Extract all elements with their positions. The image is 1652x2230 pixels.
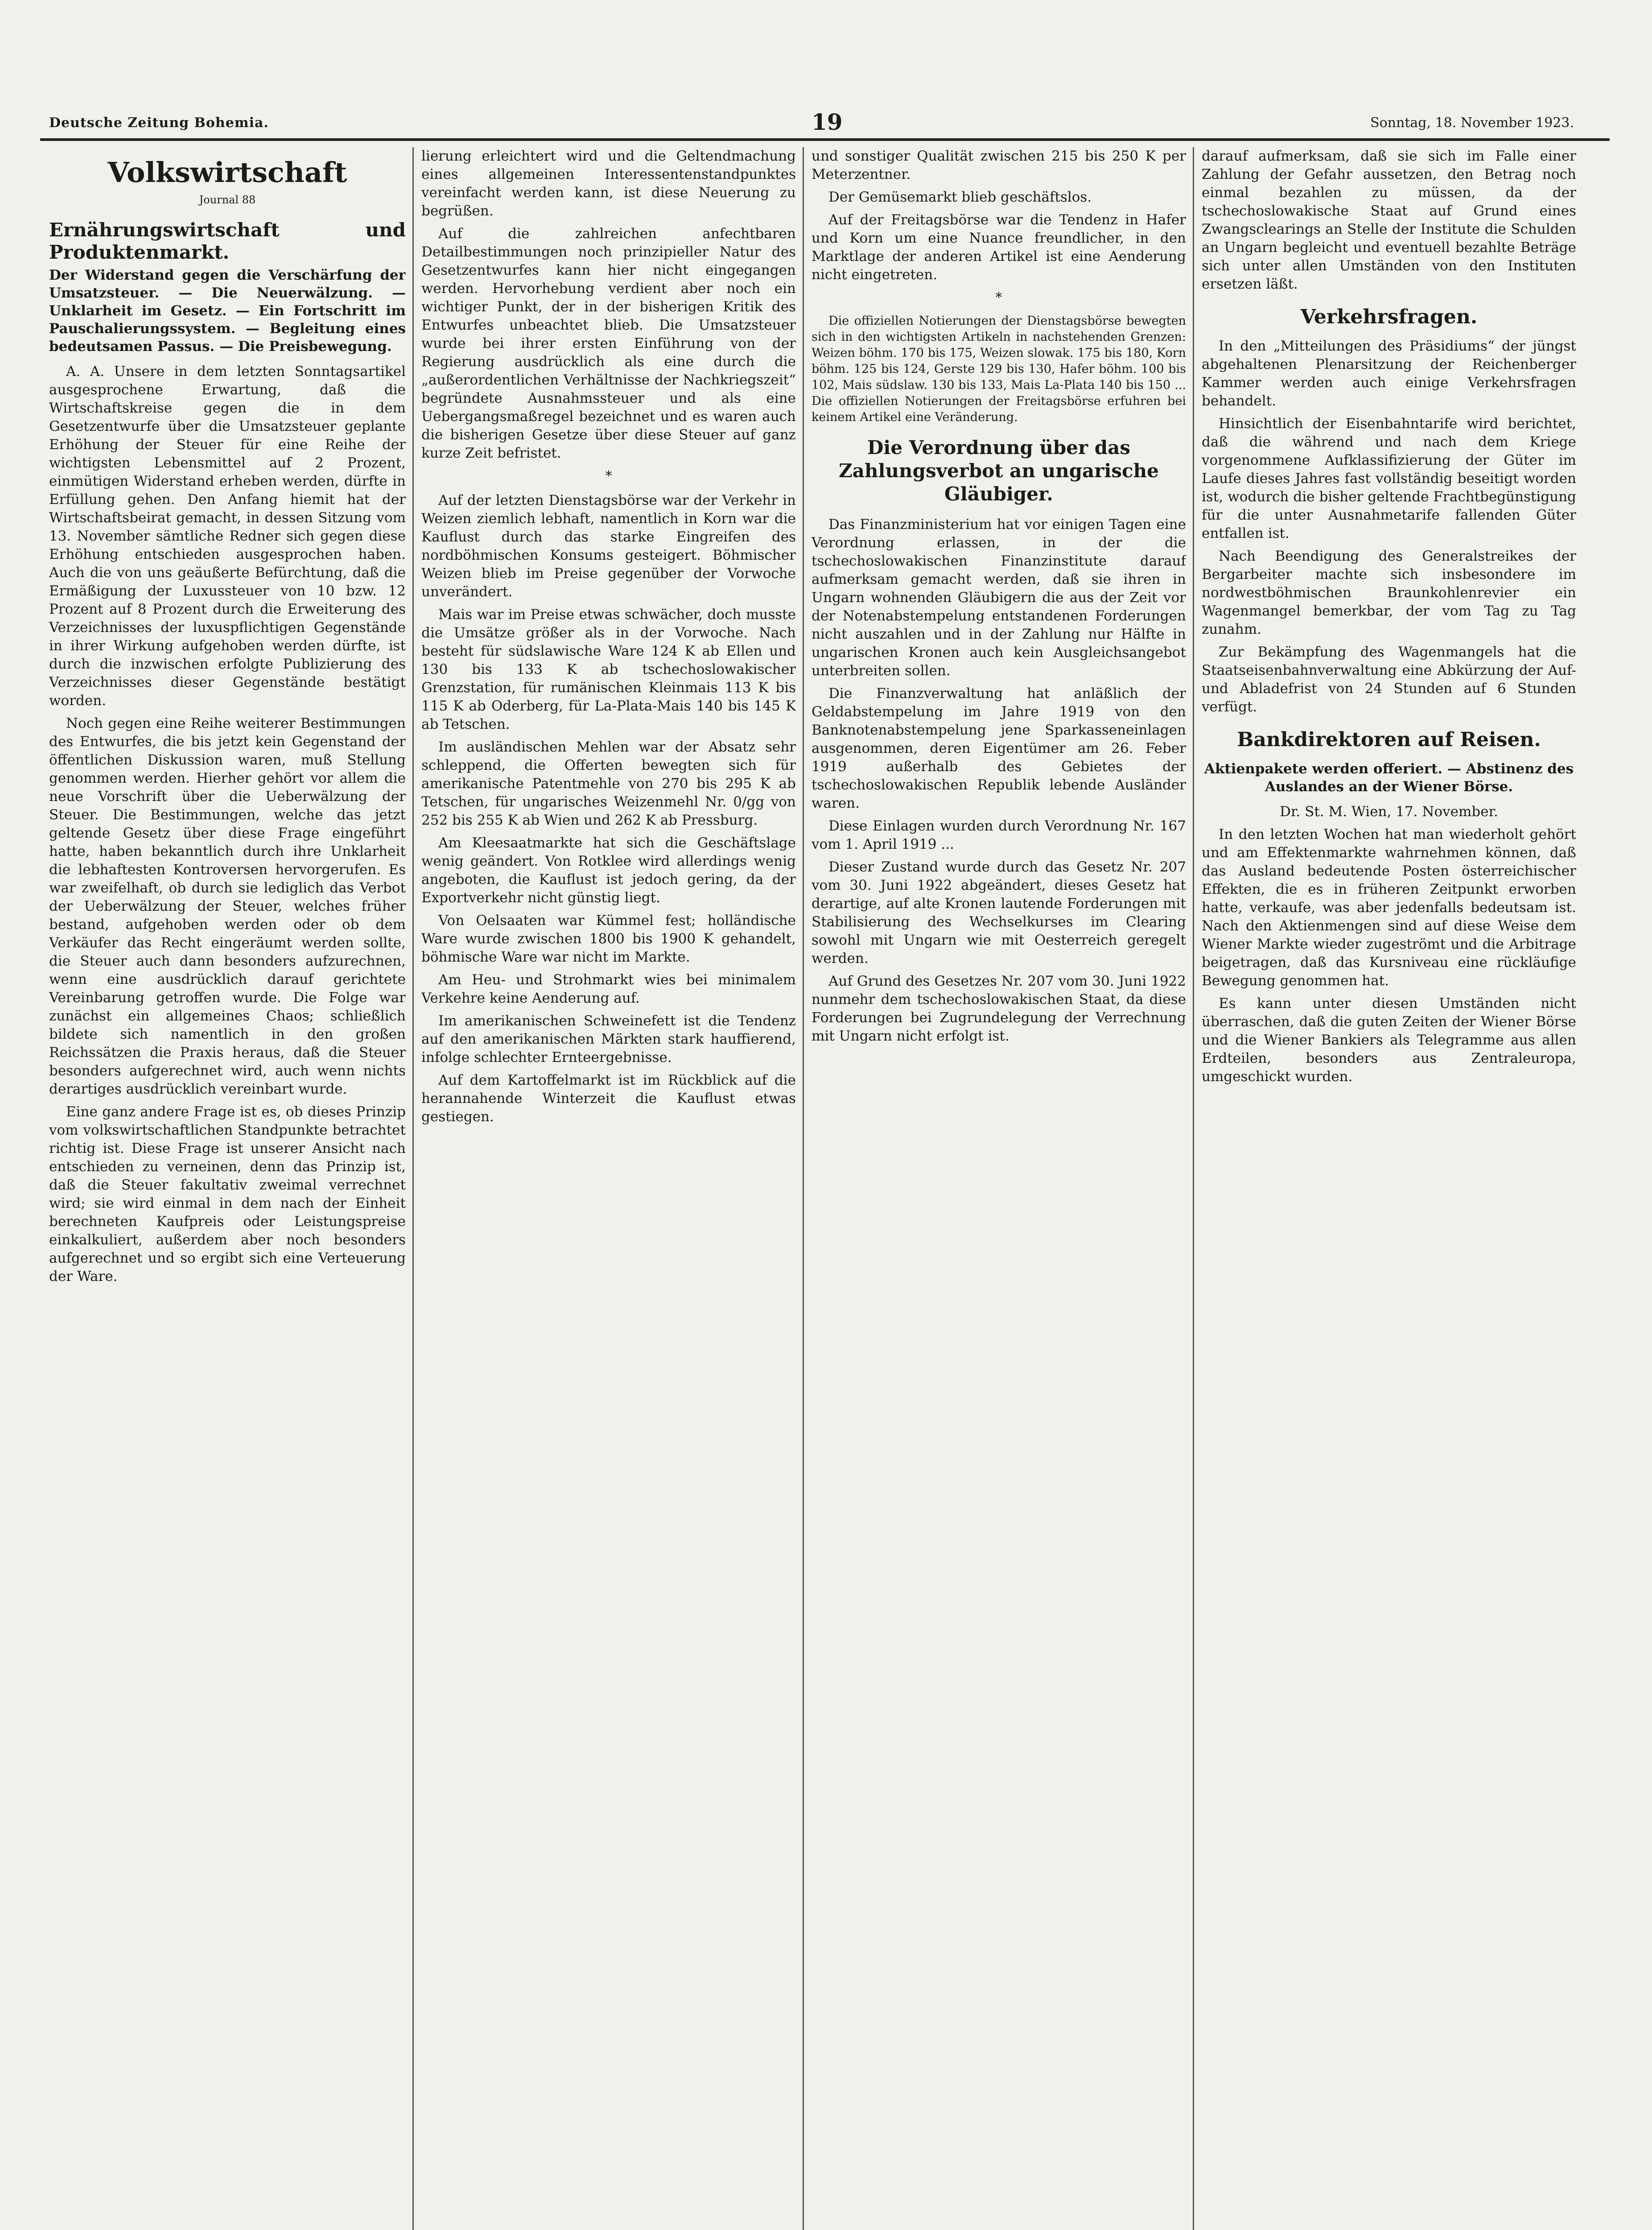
market-quotations: Die offiziellen Notierungen der Dienstagsbörse bewegten sich in den wichtigsten Artikeln in nachstehenden Grenzen: Weizen böhm. 170 bis 175, Weizen slowak. 175 bis 180, Korn böhm. 125 bis 124, Gerste 129 bis 130, Hafer böhm. 100 bis 102, Mais südslaw. 130 bis 133, Mais La-Plata 140 bis 150 ... Die offiziellen Notierungen der Freitagsbörse erfuhren bei keinem Artikel eine Veränderung.	[812, 314, 1186, 424]
paragraph: Zur Bekämpfung des Wagenmangels hat die Staatseisenbahnverwaltung eine Abkürzung der Auf- und Abladefrist von 24 Stunden auf 6 Stunden verfügt.	[1202, 644, 1576, 715]
column-1	[49, 147, 406, 2230]
masthead	[40, 106, 1610, 137]
paragraph: Diese Einlagen wurden durch Verordnung Nr. 167 vom 1. April 1919 ...	[812, 818, 1186, 852]
separator-star: *	[995, 290, 1002, 306]
article-subtitle: Der Widerstand gegen die Verschärfung der Umsatzsteuer. — Die Neuerwälzung. — Unklarheit im Gesetz. — Ein Fortschritt im Pauschalierungssystem. — Begleitung eines bedeutsamen Passus. — Die Preisbewegung.	[49, 267, 406, 355]
paragraph: Die Finanzverwaltung hat anläßlich der Geldabstempelung im Jahre 1919 von den Banknotenabstempelung jene Sparkasseneinlagen ausgenommen, deren Eigentümer am 26. Feber 1919 außerhalb des Gebietes der tschechoslowakischen Republik lebende Ausländer waren.	[812, 686, 1186, 811]
dateline: Dr. St. M. Wien, 17. November.	[1280, 804, 1498, 820]
paragraph: Noch gegen eine Reihe weiterer Bestimmungen des Entwurfes, die bis jetzt kein Gegenstand der öffentlichen Diskussion waren, muß Stellung genommen werden. Hierher gehört vor allem die neue Vorschrift über die Ueberwälzung der Steuer. Die Bestimmungen, welche das jetzt geltende Gesetz über diese Frage eingeführt hatte, haben bekanntlich durch ihre Unklarheit die lebhaftesten Kontroversen hervorgerufen. Es war zweifelhaft, ob durch sie lediglich das Verbot der Ueberwälzung der Steuer, welches früher bestand, aufgehoben werden oder ob dem Verkäufer das Recht eingeräumt werden sollte, die Steuer auch dann besonders aufzurechnen, wenn eine ausdrücklich darauf gerichtete Vereinbarung getroffen wurde. Die Folge war zunächst ein allgemeines Chaos; schließlich bildete sich namentlich in den großen Reichssätzen die Praxis heraus, daß die Steuer besonders aufgerechnet wird, auch wenn nichts derartiges ausdrücklich vereinbart wurde.	[49, 715, 406, 1097]
section-title: Volkswirtschaft	[107, 156, 347, 189]
page-number: 19	[812, 109, 843, 135]
paragraph: Im ausländischen Mehlen war der Absatz sehr schleppend, die Offerten bewegten sich für amerikanische Patentmehle von 270 bis 295 K ab Tetschen, für ungarisches Weizenmehl Nr. 0/gg von 252 bis 255 K ab Wien und 262 K ab Pressburg.	[421, 739, 796, 828]
paragraph: lierung erleichtert wird und die Geltendmachung eines allgemeinen Interessentenstandpunktes vereinfacht werden kann, ist diese Neuerung zu begrüßen.	[421, 148, 796, 219]
paragraph: Auf Grund des Gesetzes Nr. 207 vom 30. Juni 1922 nunmehr dem tschechoslowakischen Staat, da diese Forderungen bei Zugrundelegung der Verrechnung mit Ungarn nicht erfolgt ist.	[812, 973, 1186, 1044]
separator-star: *	[605, 468, 612, 484]
column-divider	[1193, 147, 1194, 2230]
paragraph: und sonstiger Qualität zwischen 215 bis 250 K per Meterzentner.	[812, 148, 1186, 182]
column-3	[812, 147, 1186, 2230]
paragraph: A. A. Unsere in dem letzten Sonntagsartikel ausgesprochene Erwartung, daß die Wirtschaftskreise gegen die in dem Gesetzentwurfe über die Umsatzsteuer geplante Erhöhung der Steuer für eine Reihe der wichtigsten Lebensmittel auf 2 Prozent, einmütigen Widerstand erheben werden, dürfte in Erfüllung gehen. Den Anfang hiemit hat der Wirtschaftsbeirat gemacht, in dessen Sitzung vom 13. November sämtliche Redner sich gegen diese Erhöhung entschieden ausgesprochen haben. Auch die von uns geäußerte Befürchtung, daß die Ermäßigung der Luxussteuer von 10 bzw. 12 Prozent auf 8 Prozent durch die Erweiterung des Verzeichnisses der luxuspflichtigen Gegenstände in ihrer Wirkung aufgehoben werden dürfte, ist durch die inzwischen erfolgte Publizierung des Verzeichnisses dieser Gegenstände bestätigt worden.	[49, 363, 406, 709]
column-divider	[412, 147, 414, 2230]
paragraph: Im amerikanischen Schweinefett ist die Tendenz auf den amerikanischen Märkten stark hauffierend, infolge schlechter Ernteergebnisse.	[421, 1013, 796, 1065]
paragraph: Auf der letzten Dienstagsbörse war der Verkehr in Weizen ziemlich lebhaft, namentlich in Korn war die Kauflust durch das starke Eingreifen des nordböhmischen Konsums gesteigert. Böhmischer Weizen blieb im Preise gegenüber der Vorwoche unverändert.	[421, 492, 796, 600]
article-title: Ernährungswirtschaft und Produktenmarkt.	[49, 219, 406, 263]
paragraph: Nach Beendigung des Generalstreikes der Bergarbeiter machte sich insbesondere im nordwestböhmischen Braunkohlenrevier ein Wagenmangel bemerkbar, der vom Tag zu Tag zunahm.	[1202, 548, 1576, 637]
paragraph: Der Gemüsemarkt blieb geschäftslos.	[828, 189, 1092, 205]
paragraph: In den letzten Wochen hat man wiederholt gehört und am Effektenmarkte wahrnehmen können, daß das Ausland bedeutende Posten österreichischer Effekten, die es in früheren Zeitpunkt erworben hatte, verkaufe, was aber jedenfalls bedeutsam ist. Nach den Aktienmengen sind auf diese Weise dem Wiener Markte wieder zugeströmt und die Arbitrage beigetragen, daß das Kursniveau eine rückläufige Bewegung genommen hat.	[1202, 826, 1576, 989]
paragraph: Hinsichtlich der Eisenbahntarife wird berichtet, daß die während und nach dem Kriege vorgenommene Aufklassifizierung der Güter im Laufe dieses Jahres fast vollständig beseitigt worden ist, wodurch die bisher geltende Frachtbegünstigung für die unter Ausnahmetarife fallenden Güter entfallen ist.	[1202, 416, 1576, 541]
article-title: Bankdirektoren auf Reisen.	[1237, 728, 1541, 751]
paragraph: Auf der Freitagsbörse war die Tendenz in Hafer und Korn um eine Nuance freundlicher, in den Marktlage der anderen Artikel ist eine Aenderung nicht eingetreten.	[812, 212, 1186, 283]
newspaper-name: Deutsche Zeitung Bohemia.	[49, 115, 269, 131]
paragraph: Von Oelsaaten war Kümmel fest; holländische Ware wurde zwischen 1800 bis 1900 K gehandelt, böhmische Ware war nicht im Markte.	[421, 913, 796, 965]
paragraph: Es kann unter diesen Umständen nicht überraschen, daß die guten Zeiten der Wiener Börse und die Wiener Bankiers als Telegramme aus allen Erdteilen, besonders aus Zentraleuropa, umgeschickt wurden.	[1202, 995, 1576, 1085]
paragraph: Dieser Zustand wurde durch das Gesetz Nr. 207 vom 30. Juni 1922 abgeändert, dieses Gesetz hat derartige, auf alte Kronen lautende Forderungen mit Stabilisierung des Wechselkurses im Clearing sowohl mit Ungarn wie mit Oesterreich geregelt werden.	[812, 859, 1186, 966]
paragraph: Mais war im Preise etwas schwächer, doch musste die Umsätze größer als in der Vorwoche. Nach besteht für südslawische Ware 124 K ab Ellen und 130 bis 133 K ab tschechoslowakischer Grenzstation, für rumänischen Kleinmais 113 K bis 115 K ab Oderberg, für La-Plata-Mais 140 bis 145 K ab Tetschen.	[421, 607, 796, 732]
column-2	[421, 147, 796, 2230]
paragraph: Auf die zahlreichen anfechtbaren Detailbestimmungen noch prinzipieller Natur des Gesetzentwurfes kann hier nicht eingegangen werden. Hervorhebung verdient aber noch ein wichtiger Punkt, der in der bisherigen Kritik des Entwurfes unbeachtet blieb. Die Umsatzsteuer wurde bei ihrer ersten Einführung von der Regierung ausdrücklich als eine durch die „außerordentlichen Verhältnisse der Nachkriegszeit“ begründete Ausnahmssteuer und als eine Uebergangsmaßregel bezeichnet und es waren auch die bisherigen Gesetze über diese Steuer auf ganz kurze Zeit befristet.	[421, 226, 796, 461]
issue-date: Sonntag, 18. November 1923.	[1370, 115, 1574, 131]
masthead-rule	[40, 138, 1610, 141]
article-title: Verkehrsfragen.	[1300, 306, 1478, 328]
paragraph: darauf aufmerksam, daß sie sich im Falle einer Zahlung der Gefahr aussetzen, den Betrag noch einmal bezahlen zu müssen, da der tschechoslowakische Staat auf Grund eines Zwangsclearings an Stelle der Institute die Schulden an Ungarn begleicht und eventuell bezahlte Beträge sich unter allen Umständen von den Instituten ersetzen läßt.	[1202, 148, 1576, 292]
column-4	[1202, 147, 1576, 2230]
paragraph: Das Finanzministerium hat vor einigen Tagen eine Verordnung erlassen, in der die tschechoslowakischen Finanzinstitute darauf aufmerksam gemacht werden, daß sie ihren in Ungarn wohnenden Gläubigern die aus der Zeit vor der Notenabstempelung entstandenen Forderungen nicht auszahlen und in der Zahlung nur Hälfte in ungarischen Kronen auch kein Ausgleichsangebot unterbreiten sollen.	[812, 516, 1186, 679]
paragraph: Auf dem Kartoffelmarkt ist im Rückblick auf die herannahende Winterzeit die Kauflust etwas gestiegen.	[421, 1072, 796, 1125]
article-subtitle: Aktienpakete werden offeriert. — Abstinenz des Auslandes an der Wiener Börse.	[1204, 761, 1574, 795]
paragraph: In den „Mitteilungen des Präsidiums“ der jüngst abgehaltenen Plenarsitzung der Reichenberger Kammer werden auch einige Verkehrsfragen behandelt.	[1202, 338, 1576, 409]
column-divider	[803, 147, 804, 2230]
paragraph: Am Kleesaatmarkte hat sich die Geschäftslage wenig geändert. Von Rotklee wird allerdings wenig angeboten, die Kauflust ist jedoch gering, da der Exportverkehr nicht günstig liegt.	[421, 835, 796, 906]
article-title: Die Verordnung über das Zahlungsverbot an ungarische Gläubiger.	[839, 437, 1159, 505]
paragraph: Am Heu- und Strohmarkt wies bei minimalem Verkehre keine Aenderung auf.	[421, 972, 796, 1006]
byline: Journal 88	[199, 194, 256, 206]
paragraph: Eine ganz andere Frage ist es, ob dieses Prinzip vom volkswirtschaftlichen Standpunkte betrachtet richtig ist. Diese Frage ist unserer Ansicht nach entschieden zu verneinen, denn das Prinzip ist, daß die Steuer fakultativ zweimal verrechnet wird; sie wird einmal in dem nach der Einheit berechneten Kaufpreis oder Leistungspreise einkalkuliert, außerdem aber noch besonders aufgerechnet und so ergibt sich eine Verteuerung der Ware.	[49, 1104, 406, 1284]
